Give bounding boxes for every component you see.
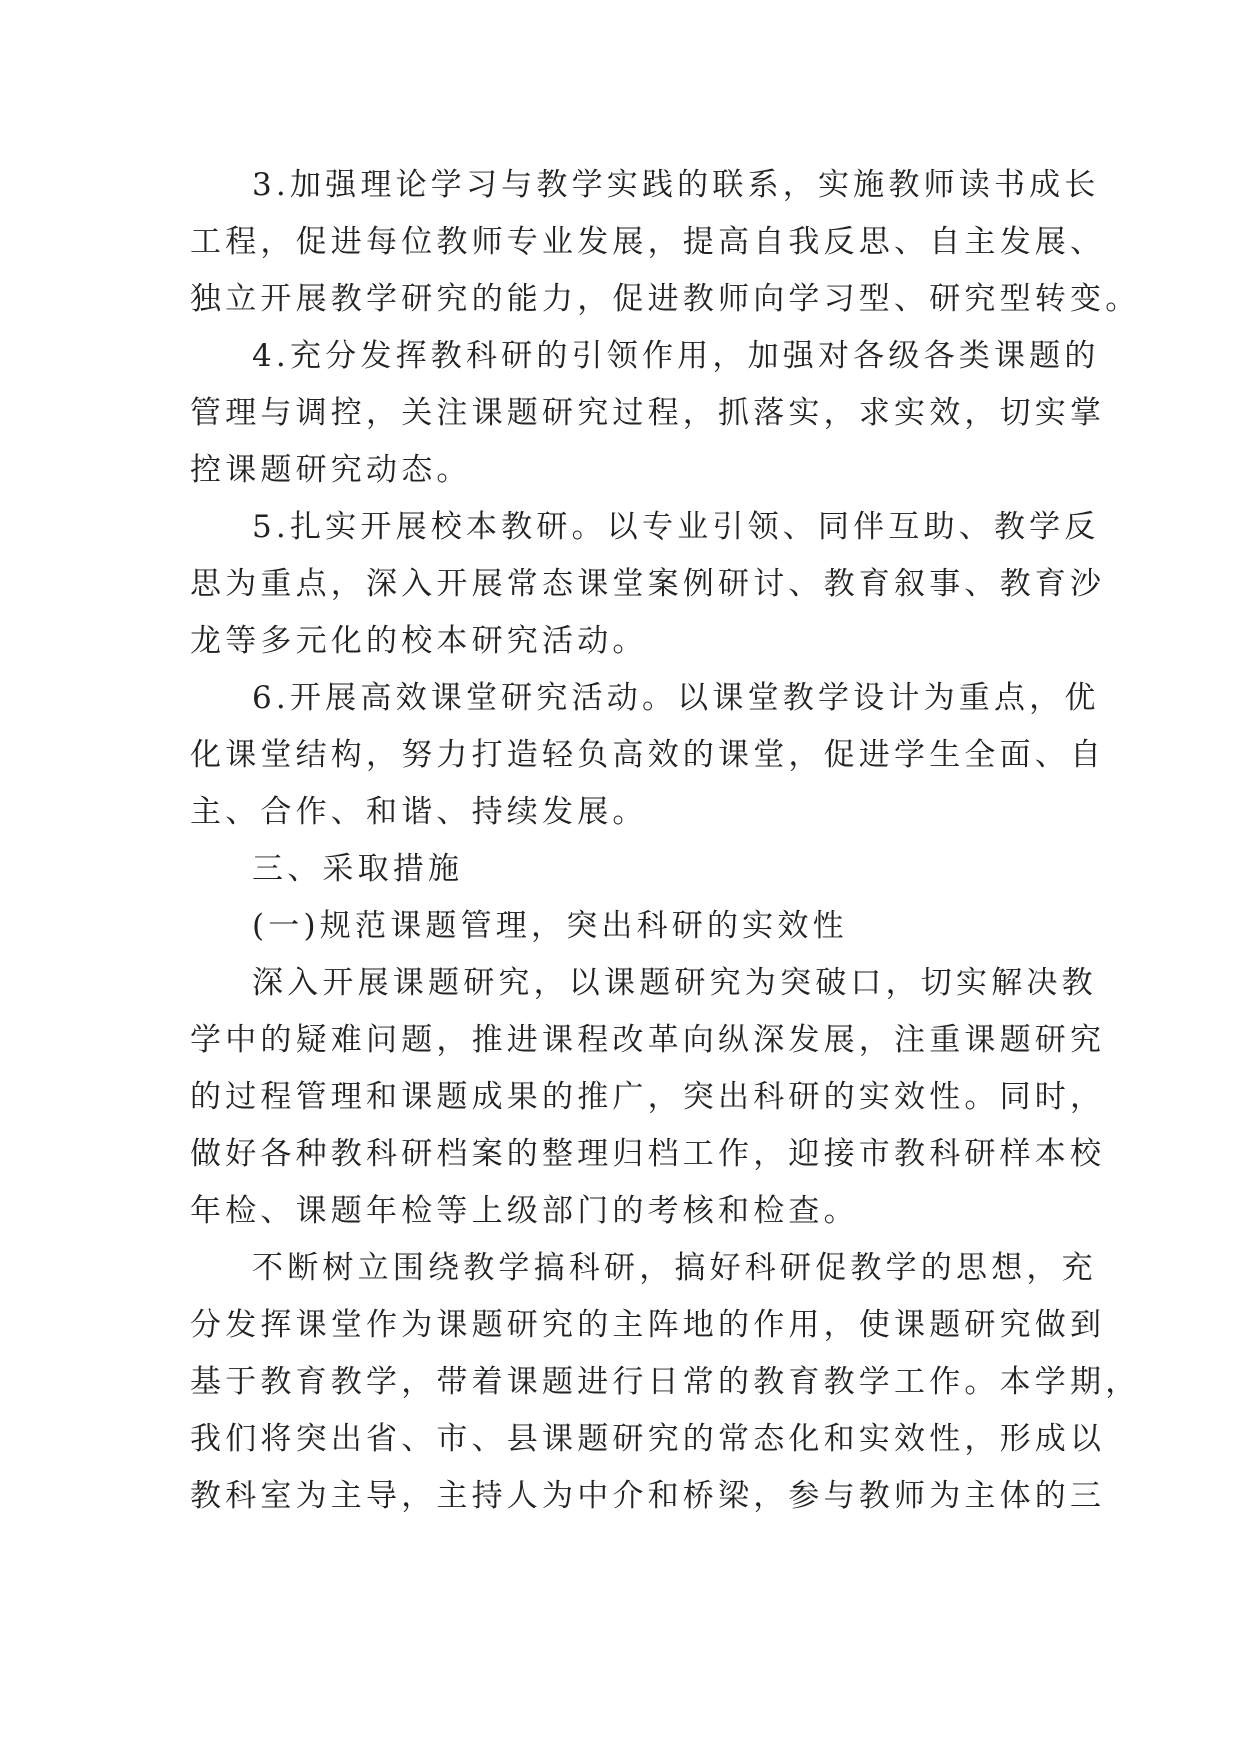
paragraph-6-line-1: 6.开展高效课堂研究活动。以课堂教学设计为重点，优 [252, 680, 1100, 716]
paragraph-5-line-2: 思为重点，深入开展常态课堂案例研讨、教育叙事、教育沙 [190, 566, 1106, 602]
paragraph-5-line-3: 龙等多元化的校本研究活动。 [190, 623, 648, 659]
paragraph-7-line-2: 学中的疑难问题，推进课程改革向纵深发展，注重课题研究 [190, 1022, 1106, 1058]
paragraph-7-line-3: 的过程管理和课题成果的推广，突出科研的实效性。同时， [190, 1079, 1106, 1115]
paragraph-7-line-4: 做好各种教科研档案的整理归档工作，迎接市教科研样本校 [190, 1136, 1106, 1172]
paragraph-3-line-3: 独立开展教学研究的能力，促进教师向学习型、研究型转变。 [190, 281, 1141, 317]
paragraph-4-line-2: 管理与调控，关注课题研究过程，抓落实，求实效，切实掌 [190, 395, 1106, 431]
paragraph-8-line-4: 我们将突出省、市、县课题研究的常态化和实效性，形成以 [190, 1421, 1106, 1457]
paragraph-6-line-3: 主、合作、和谐、持续发展。 [190, 794, 648, 830]
paragraph-5-line-1: 5.扎实开展校本教研。以专业引领、同伴互助、教学反 [252, 509, 1100, 545]
paragraph-8-line-1: 不断树立围绕教学搞科研，搞好科研促教学的思想，充 [252, 1250, 1097, 1286]
paragraph-8-line-3: 基于教育教学，带着课题进行日常的教育教学工作。本学期， [190, 1364, 1141, 1400]
paragraph-4-line-3: 控课题研究动态。 [190, 452, 472, 488]
paragraph-7-line-1: 深入开展课题研究，以课题研究为突破口，切实解决教 [252, 965, 1097, 1001]
paragraph-3-line-1: 3.加强理论学习与教学实践的联系，实施教师读书成长 [252, 167, 1100, 203]
subsection-heading: (一)规范课题管理，突出科研的实效性 [252, 908, 848, 944]
paragraph-4-line-1: 4.充分发挥教科研的引领作用，加强对各级各类课题的 [252, 338, 1100, 374]
paragraph-8-line-2: 分发挥课堂作为课题研究的主阵地的作用，使课题研究做到 [190, 1307, 1106, 1343]
paragraph-3-line-2: 工程，促进每位教师专业发展，提高自我反思、自主发展、 [190, 224, 1106, 260]
paragraph-6-line-2: 化课堂结构，努力打造轻负高效的课堂，促进学生全面、自 [190, 737, 1106, 773]
section-heading: 三、采取措施 [252, 851, 464, 887]
paragraph-8-line-5: 教科室为主导，主持人为中介和桥梁，参与教师为主体的三 [190, 1478, 1106, 1514]
paragraph-7-line-5: 年检、课题年检等上级部门的考核和检查。 [190, 1193, 859, 1229]
